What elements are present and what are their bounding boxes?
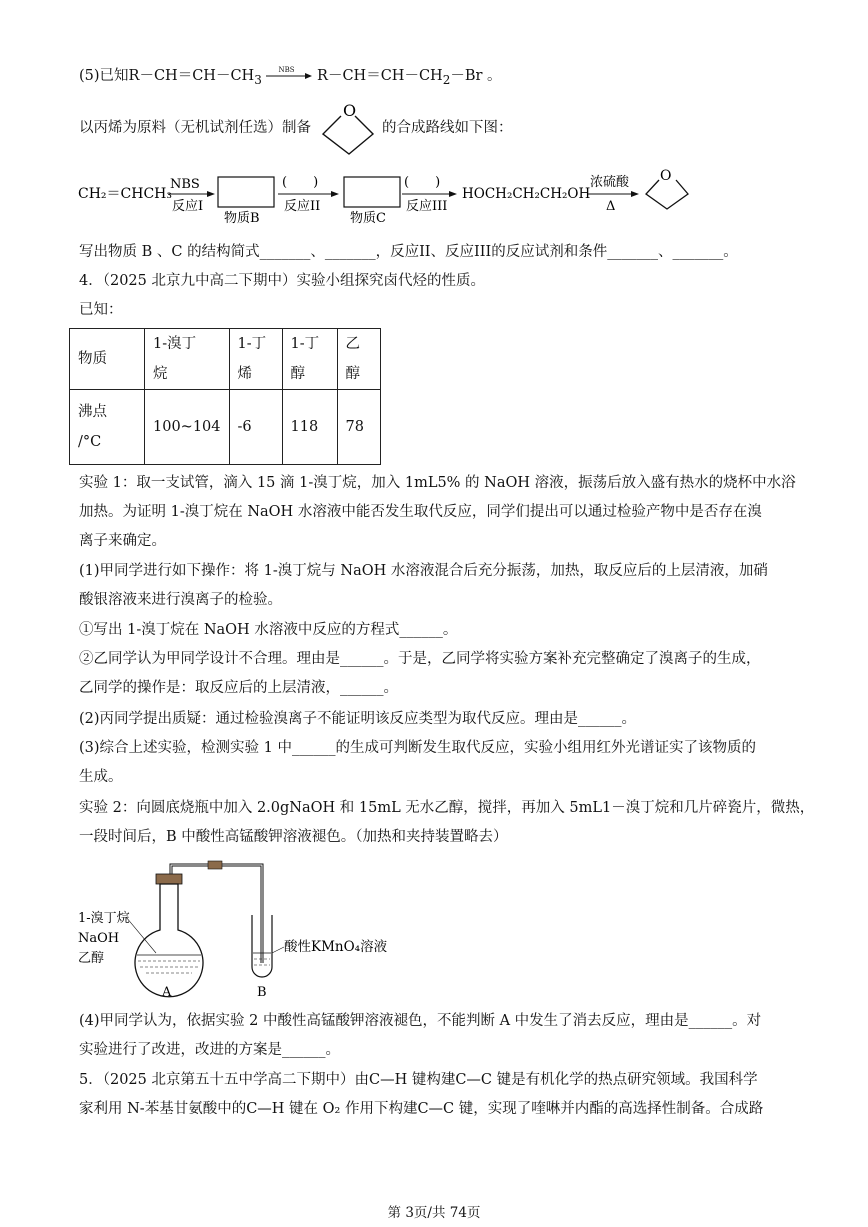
q5-prefix: (5)已知 bbox=[79, 68, 129, 84]
route-arrow4-bottom: Δ bbox=[606, 199, 616, 214]
route-arrow2-top: ( ) bbox=[282, 175, 319, 190]
table-cell: 乙 醇 bbox=[337, 329, 380, 390]
flask-label: NaOH bbox=[78, 931, 120, 946]
arrow-icon bbox=[266, 69, 312, 83]
product-subscript: 2 bbox=[442, 72, 451, 87]
q4-1b-line: ②乙同学认为甲同学设计不合理。理由是______。于是，乙同学将实验方案补充完整确定了溴离子的生成， bbox=[79, 651, 761, 667]
box-substance-c bbox=[344, 177, 400, 207]
flask-label: 1-溴丁烷 bbox=[78, 911, 130, 926]
q5-line: 家利用 N-苯基甘氨酸中的C—H 键在 O₂ 作用下构建C—C 键，实现了喹啉并内酯的高选择性制备。合成路 bbox=[79, 1101, 764, 1117]
q5-intro-after: 的合成路线如下图： bbox=[382, 120, 513, 136]
oxetane-oxygen: O bbox=[343, 101, 357, 120]
table-cell: 1-丁 烯 bbox=[229, 329, 282, 390]
table-cell: -6 bbox=[229, 390, 282, 465]
tube-joint-icon bbox=[208, 861, 222, 869]
tube-label: 酸性KMnO₄溶液 bbox=[284, 939, 388, 955]
boiling-point-table bbox=[69, 328, 381, 465]
table-cell: 78 bbox=[337, 390, 380, 465]
table-row bbox=[70, 329, 381, 390]
q4-1a: ①写出 1-溴丁烷在 NaOH 水溶液中反应的方程式______。 bbox=[79, 622, 458, 638]
route-arrow4-top: 浓硫酸 bbox=[590, 175, 630, 190]
route-arrow3-top: ( ) bbox=[404, 175, 441, 190]
box-substance-b bbox=[218, 177, 274, 207]
oxetane-product-icon bbox=[646, 180, 688, 209]
page-footer: 第 3页/共 74页 bbox=[387, 1205, 481, 1221]
exp1-line: 实验 1：取一支试管，滴入 15 滴 1-溴丁烷，加入 1mL5% 的 NaOH 溶液，振荡后放入盛有热水的烧杯中水浴 bbox=[79, 475, 796, 491]
product-tail: －Br 。 bbox=[450, 68, 502, 84]
label-b: B bbox=[257, 985, 267, 1000]
q4-3-line: (3)综合上述实验，检测实验 1 中______的生成可判断发生取代反应，实验小组用红外光谱证实了该物质的 bbox=[79, 740, 756, 756]
q5-intro-before: 以丙烯为原料（无机试剂任选）制备 bbox=[79, 120, 311, 136]
box1-label: 物质B bbox=[224, 211, 260, 226]
table-cell: 118 bbox=[282, 390, 337, 465]
q4-1-line: (1)甲同学进行如下操作：将 1-溴丁烷与 NaOH 水溶液混合后充分振荡，加热，取反应后的上层清液，加硝 bbox=[79, 563, 768, 579]
route-arrow3-bottom: 反应III bbox=[406, 199, 448, 214]
q4-1b-line: 乙同学的操作是：取反应后的上层清液，______。 bbox=[79, 680, 398, 696]
exp2-line: 实验 2：向圆底烧瓶中加入 2.0gNaOH 和 15mL 无水乙醇，搅拌，再加入 5mL1－溴丁烷和几片碎瓷片，微热， bbox=[79, 800, 815, 816]
nbs-arrow bbox=[266, 66, 312, 83]
box2-label: 物质C bbox=[350, 211, 386, 226]
stopper-icon bbox=[156, 874, 182, 884]
known-label: 已知： bbox=[79, 302, 123, 318]
q4-3-line: 生成。 bbox=[79, 769, 123, 785]
route-ring-oxygen: O bbox=[660, 168, 672, 184]
flask-label: 乙醇 bbox=[78, 951, 105, 966]
product-formula: R－CH＝CH－CH bbox=[317, 68, 443, 84]
q4-1-line: 酸银溶液来进行溴离子的检验。 bbox=[79, 592, 282, 608]
table-cell: 沸点 /°C bbox=[70, 390, 145, 465]
table-cell: 物质 bbox=[70, 329, 145, 390]
table-cell: 1-丁 醇 bbox=[282, 329, 337, 390]
nbs-arrow-label: NBS bbox=[278, 66, 295, 74]
exp2-line: 一段时间后，B 中酸性高锰酸钾溶液褪色。（加热和夹持装置略去） bbox=[79, 829, 508, 845]
exp1-line: 加热。为证明 1-溴丁烷在 NaOH 水溶液中能否发生取代反应，同学们提出可以通过检验产物中是否存在溴 bbox=[79, 504, 762, 520]
synthesis-route-diagram bbox=[76, 166, 716, 226]
table-row bbox=[70, 390, 381, 465]
route-arrow1-top: NBS bbox=[170, 177, 200, 192]
route-start: CH₂＝CHCH₃ bbox=[78, 186, 172, 202]
q5-line: 5．（2025 北京第五十五中学高二下期中）由C—H 键构建C—C 键是有机化学的热点研究领域。我国科学 bbox=[79, 1072, 758, 1088]
oxetane-structure-icon bbox=[318, 100, 380, 158]
q4-4-line: 实验进行了改进，改进的方案是______。 bbox=[79, 1042, 340, 1058]
apparatus-diagram bbox=[76, 855, 416, 1000]
reactant-formula: R－CH＝CH－CH bbox=[128, 68, 255, 84]
q5-question: 写出物质 B 、C 的结构简式_______、_______，反应II、反应III的反应试剂和条件_______、_______。 bbox=[79, 244, 738, 260]
route-arrow2-bottom: 反应II bbox=[284, 199, 321, 214]
known-reaction-line bbox=[79, 66, 502, 90]
table-cell: 100~104 bbox=[145, 390, 230, 465]
q4-2: (2)丙同学提出质疑：通过检验溴离子不能证明该反应类型为取代反应。理由是______。 bbox=[79, 711, 637, 727]
label-a: A bbox=[162, 985, 172, 1000]
q4-4-line: (4)甲同学认为，依据实验 2 中酸性高锰酸钾溶液褪色，不能判断 A 中发生了消去反应，理由是______。对 bbox=[79, 1013, 762, 1029]
table-cell: 1-溴丁 烷 bbox=[145, 329, 230, 390]
exp1-line: 离子来确定。 bbox=[79, 533, 166, 549]
q4-title: 4．（2025 北京九中高二下期中）实验小组探究卤代烃的性质。 bbox=[79, 273, 485, 289]
route-product: HOCH₂CH₂CH₂OH bbox=[462, 186, 591, 202]
route-arrow1-bottom: 反应I bbox=[172, 199, 204, 214]
reactant-subscript: 3 bbox=[254, 72, 262, 87]
